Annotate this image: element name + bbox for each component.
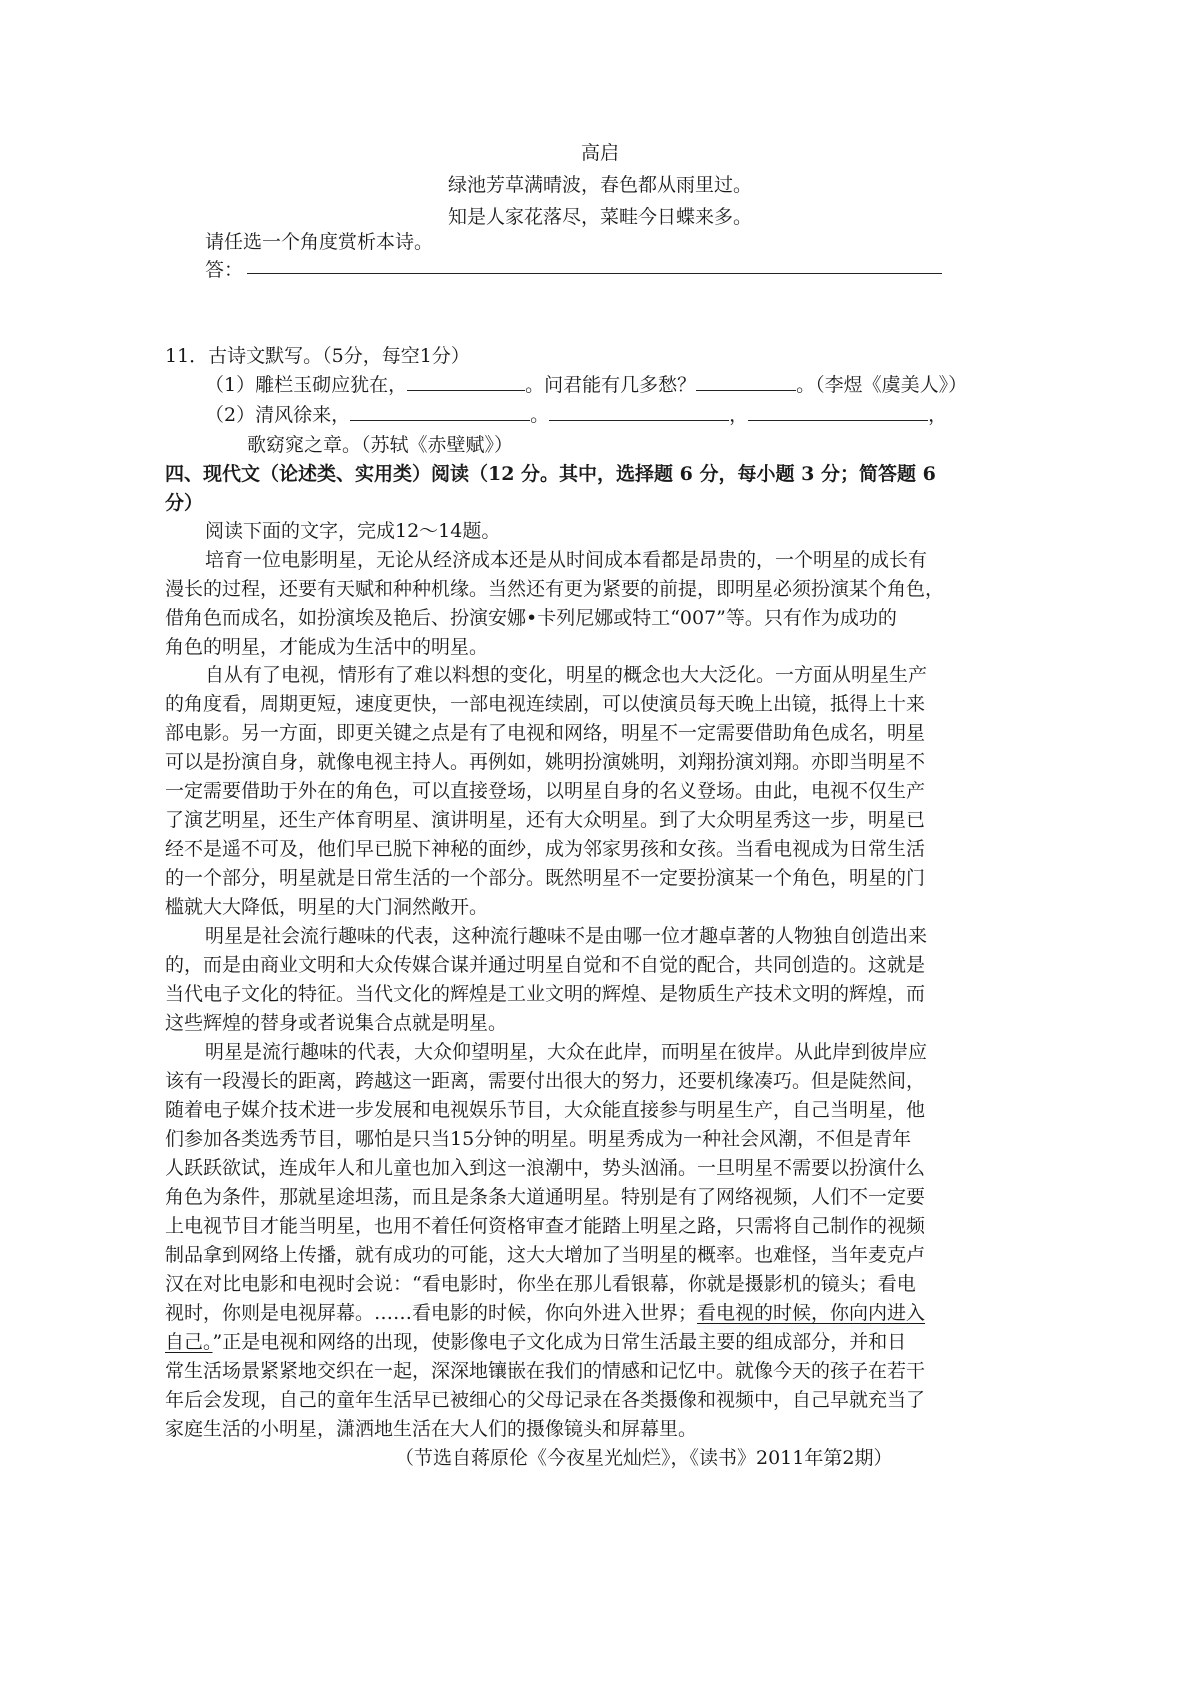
- article-line: 角色为条件，那就星途坦荡，而且是条条大道通明星。特别是有了网络视频，人们不一定要: [165, 1186, 926, 1208]
- q11-item-2-text-d: ，: [928, 404, 948, 426]
- article-line: 自从有了电视，情形有了难以料想的变化，明星的概念也大大泛化。一方面从明星生产: [205, 664, 928, 686]
- q10-prompt: 请任选一个角度赏析本诗。: [205, 231, 434, 253]
- article-line: [165, 1331, 906, 1353]
- q11-item-1-text-a: （1）雕栏玉砌应犹在，: [205, 374, 408, 396]
- article-line: 制品拿到网络上传播，就有成功的可能，这大大增加了当明星的概率。也难怪，当年麦克卢: [165, 1244, 926, 1266]
- article-line: 的，而是由商业文明和大众传媒合谋并通过明星自觉和不自觉的配合，共同创造的。这就是: [165, 954, 926, 976]
- underlined-quote-end: 自己。: [165, 1331, 213, 1353]
- fill-blank-2[interactable]: [696, 374, 796, 391]
- q11-item-2-text-c: ，: [729, 404, 749, 426]
- article-line: 家庭生活的小明星，潇洒地生活在大人们的摄像镜头和屏幕里。: [165, 1418, 698, 1440]
- article-line: 漫长的过程，还要有天赋和种种机缘。当然还有更为紧要的前提，即明星必须扮演某个角色，: [165, 578, 945, 600]
- article-line: 角色的明星，才能成为生活中的明星。: [165, 636, 489, 658]
- underlined-quote: 看电视的时候，你向内进入: [697, 1302, 926, 1324]
- q11-title: 11．古诗文默写。（5分，每空1分）: [165, 345, 470, 367]
- article-line: 一定需要借助于外在的角色，可以直接登场，以明星自身的名义登场。由此，电视不仅生产: [165, 780, 926, 802]
- article-source: （节选自蒋原伦《今夜星光灿烂》，《读书》2011年第2期）: [395, 1447, 893, 1469]
- article-line: 培育一位电影明星，无论从经济成本还是从时间成本看都是昂贵的，一个明星的成长有: [205, 549, 928, 571]
- article-line: 借角色而成名，如扮演埃及艳后、扮演安娜•卡列尼娜或特工“007”等。只有作为成功的: [165, 607, 897, 629]
- q11-item-1-text-c: 。（李煜《虞美人》）: [796, 374, 968, 396]
- article-line: 明星是流行趣味的代表，大众仰望明星，大众在此岸，而明星在彼岸。从此岸到彼岸应: [205, 1041, 928, 1063]
- article-line: 上电视节目才能当明星，也用不着任何资格审查才能踏上明星之路，只需将自己制作的视频: [165, 1215, 926, 1237]
- article-line: 汉在对比电影和电视时会说：“看电影时，你坐在那儿看银幕，你就是摄影机的镜头；看电: [165, 1273, 916, 1295]
- article-line: 可以是扮演自身，就像电视主持人。再例如，姚明扮演姚明，刘翔扮演刘翔。亦即当明星不: [165, 751, 926, 773]
- article-text: 视时，你则是电视屏幕。……看电影的时候，你向外进入世界；: [165, 1302, 698, 1324]
- section-4-heading: 四、现代文（论述类、实用类）阅读（12 分。其中，选择题 6 分，每小题 3 分；简答题 6: [165, 463, 936, 485]
- q11-item-2-continued: 歌窈窕之章。（苏轼《赤壁赋》）: [247, 434, 514, 456]
- fill-blank-4[interactable]: [549, 404, 729, 421]
- article-line: 部电影。另一方面，即更关键之点是有了电视和网络，明星不一定需要借助角色成名，明星: [165, 722, 926, 744]
- article-line: 经不是遥不可及，他们早已脱下神秘的面纱，成为邻家男孩和女孩。当看电视成为日常生活: [165, 838, 926, 860]
- article-line: 槛就大大降低，明星的大门洞然敞开。: [165, 896, 489, 918]
- article-line: 们参加各类选秀节目，哪怕是只当15分钟的明星。明星秀成为一种社会风潮，不但是青年: [165, 1128, 912, 1150]
- article-line: [165, 1302, 925, 1324]
- poem-line-2: 知是人家花落尽，菜畦今日蝶来多。: [447, 206, 752, 228]
- article-text: ”正是电视和网络的出现，使影像电子文化成为日常生活最主要的组成部分，并和日: [212, 1331, 907, 1353]
- article-line: 人跃跃欲试，连成年人和儿童也加入到这一浪潮中，势头汹涌。一旦明星不需要以扮演什么: [165, 1157, 926, 1179]
- article-line: 了演艺明星，还生产体育明星、演讲明星，还有大众明星。到了大众明星秀这一步，明星已: [165, 809, 926, 831]
- fill-blank-3[interactable]: [350, 404, 530, 421]
- q11-item-2-text-a: （2）清风徐来，: [205, 404, 351, 426]
- article-line: 该有一段漫长的距离，跨越这一距离，需要付出很大的努力，还要机缘凑巧。但是陡然间，: [165, 1070, 926, 1092]
- poem-author: 高启: [580, 142, 619, 164]
- answer-label: 答：: [205, 259, 244, 281]
- article-line: 随着电子媒介技术进一步发展和电视娱乐节目，大众能直接参与明星生产，自己当明星，他: [165, 1099, 926, 1121]
- fill-blank-1[interactable]: [407, 374, 525, 391]
- article-line: 的角度看，周期更短，速度更快，一部电视连续剧，可以使演员每天晚上出镜，抵得上十来: [165, 693, 926, 715]
- article-line: 这些辉煌的替身或者说集合点就是明星。: [165, 1012, 508, 1034]
- q11-item-2-text-b: 。: [530, 404, 550, 426]
- article-line: 常生活场景紧紧地交织在一起，深深地镶嵌在我们的情感和记忆中。就像今天的孩子在若干: [165, 1360, 926, 1382]
- article-line: 的一个部分，明星就是日常生活的一个部分。既然明星不一定要扮演某一个角色，明星的门: [165, 867, 926, 889]
- fill-blank-5[interactable]: [748, 404, 928, 421]
- reading-instruction: 阅读下面的文字，完成12～14题。: [205, 520, 501, 542]
- answer-line[interactable]: [247, 273, 942, 274]
- q11-item-1-text-b: 。问君能有几多愁？: [525, 374, 697, 396]
- q11-item-1: [205, 374, 967, 396]
- poem-line-1: 绿池芳草满晴波，春色都从雨里过。: [447, 174, 752, 196]
- section-4-heading-continued: 分）: [165, 492, 204, 514]
- article-line: 当代电子文化的特征。当代文化的辉煌是工业文明的辉煌、是物质生产技术文明的辉煌，而: [165, 983, 926, 1005]
- article-line: 年后会发现，自己的童年生活早已被细心的父母记录在各类摄像和视频中，自己早就充当了: [165, 1389, 926, 1411]
- article-line: 明星是社会流行趣味的代表，这种流行趣味不是由哪一位才趣卓著的人物独自创造出来: [205, 925, 928, 947]
- q11-item-2: [205, 404, 947, 426]
